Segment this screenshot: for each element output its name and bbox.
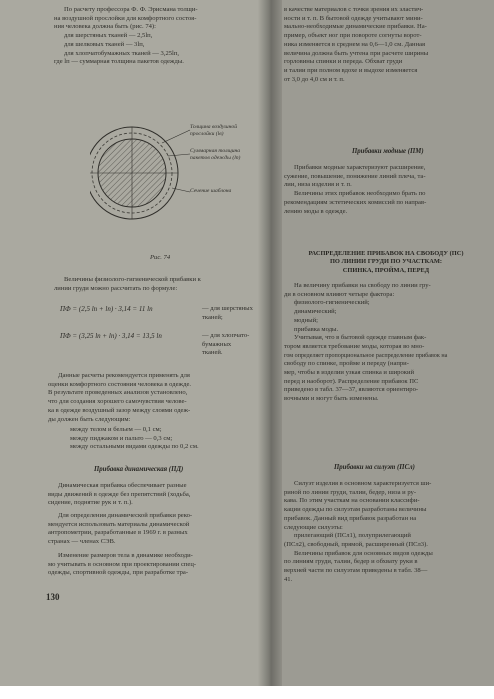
heading-line: СПИНКА, ПРОЙМА, ПЕРЕД: [342, 266, 430, 274]
text-line: сидение, поднятие рук и т. п.).: [48, 499, 133, 507]
text-line: мально-необходимые динамические прибавки. На-: [284, 23, 427, 31]
text-line: приведено в табл. 37—37, являются ориентиро-: [284, 386, 419, 394]
text-line: пример, объект ног при повороте согнуты ворот-: [284, 32, 422, 40]
text-line: странах — членах СЭВ.: [48, 538, 116, 546]
text-line: для шерстяных тканей — 2,5lп,: [64, 32, 153, 40]
distribution-heading: [284, 250, 488, 275]
text-line: По расчету профессора Ф. Ф. Эрисмана толщи-: [64, 6, 198, 13]
text-line: Для определения динамической прибавки реко-: [58, 512, 193, 519]
text-line: для хлопчатобумажных тканей — 3,25lп,: [64, 49, 180, 57]
text-line: свободу по спинке, пройме и переду (напри-: [284, 360, 409, 368]
text-line: между телом и бельем — 0,1 см;: [70, 426, 162, 433]
text-line: антропометрии, разработанные в 1969 г. в разных: [48, 529, 188, 537]
dynamic-paragraph-1: [48, 482, 190, 508]
text-line: (ПСл2), свободный, прямой, расширенный (ПСл3).: [284, 540, 428, 548]
text-line: гом определяет пропорциональное распределение прибавок на: [284, 352, 448, 359]
text-line: линии груди можно рассчитать по формуле:: [54, 284, 178, 292]
text-line: что для создания хорошего самочувствия челове-: [48, 398, 187, 406]
text-line: перед и наоборот). Распределение прибавок ПС: [284, 377, 419, 385]
text-line: ния человека должна быть (рис. 74):: [54, 23, 156, 31]
text-line: на воздушной прослойки для комфортного состоя-: [54, 14, 197, 22]
text-line: Динамическая прибавка обеспечивает разные: [58, 482, 187, 489]
text-line: Данные расчеты рекомендуется применять для: [58, 372, 190, 379]
text-line: где lп — суммарная толщина пакетов одежды.: [54, 58, 184, 66]
text-line: Изменение размеров тела в динамике необходи-: [58, 552, 193, 559]
text-line: тором является требование моды, которая во мно-: [284, 342, 425, 350]
text-line: прилегающий (ПСл1), полуприлегающий: [294, 532, 411, 540]
text-line: динамический;: [294, 308, 337, 316]
text-line: лии, низа изделия и т. п.: [284, 181, 352, 189]
text-line: величина должна быть учтена при расчете ширины: [284, 49, 429, 57]
top-paragraph: [284, 6, 428, 84]
text-line: — для хлопчато-: [202, 332, 250, 339]
data-paragraph: [48, 372, 191, 424]
text-line: мендуется использовать материалы динамической: [48, 520, 190, 528]
text-line: между пиджаком и пальто — 0,3 см;: [70, 434, 173, 442]
text-line: ника изменяется в среднем на 0,6—1,0 см. Данная: [284, 40, 426, 48]
text-line: ности и т. п. В бытовой одежде учитывают мини-: [284, 14, 423, 22]
dynamic-paragraph-2: [48, 512, 192, 547]
text-line: прибавка моды.: [294, 325, 339, 333]
text-line: В результате проведенных анализов установлено,: [48, 389, 188, 397]
heading-line: ПО ЛИНИИ ГРУДИ ПО УЧАСТКАМ:: [329, 258, 443, 266]
text-line: мер, чтобы в изделии узкая спинка и широкий: [284, 369, 415, 377]
text-line: Учитывая, что в бытовой одежде главным фак-: [294, 334, 427, 342]
text-line: виды движений в одежде без препятствий (ходьба,: [48, 490, 191, 498]
text-line: Силуэт изделия в основном характеризуется ши-: [294, 480, 432, 487]
silhouette-paragraph: [284, 480, 433, 584]
text-line: в качестве материалов с точки зрения их эластич-: [284, 6, 424, 13]
intro-paragraph: [54, 6, 198, 67]
text-line: верхней части по силуэтам приведены в табл. 38—: [284, 567, 428, 575]
text-line: Величины прибавок для основных видов одежды: [294, 549, 433, 557]
text-line: тканей.: [202, 349, 223, 357]
formula-cotton: ПФ = (3,25 lп + lп) · 3,14 = 13,5 lп: [60, 332, 162, 340]
text-line: Прибавки модные характеризуют расширение,: [294, 164, 426, 171]
text-line: горловины спинки и переда. Обхват груди: [284, 58, 403, 66]
text-line: тканей;: [202, 313, 223, 321]
text-line: На величину прибавки на свободу по линии гру-: [294, 282, 431, 289]
distribution-paragraph: [284, 282, 447, 404]
heading-line: РАСПРЕДЕЛЕНИЕ ПРИБАВОК НА СВОБОДУ (ПС): [308, 250, 464, 257]
text-line: для шелковых тканей — 3lп,: [64, 40, 145, 48]
text-line: ди в основном влияют четыре фактора:: [284, 290, 395, 298]
dynamic-heading: Прибавка динамическая (ПД): [94, 466, 184, 473]
text-line: оценки комфортного состояния человека в одежде.: [48, 380, 192, 388]
text-line: лению моды в одежде.: [284, 207, 348, 215]
text-line: модный;: [294, 316, 318, 324]
text-line: от 3,0 до 4,0 см и т. п.: [284, 75, 345, 83]
text-line: рекомендациям эстетических комиссий по направ-: [284, 198, 427, 206]
fashion-heading: Прибавки модные (ПМ): [352, 148, 424, 155]
text-line: прибавок. Данный вид прибавок разработан на: [284, 514, 417, 522]
text-line: ка в одежде воздушный зазор между слоями одеж-: [48, 406, 191, 414]
label-air-gap: Толщина воздушной прослойки (lв): [190, 124, 238, 137]
text-line: мо учитывать в основном при проектировании спец-: [48, 560, 197, 568]
text-line: Величины физиолого-гигиенической прибавки к: [64, 276, 201, 283]
text-line: одежды, спортивной одежды, при разработке тра-: [48, 569, 189, 577]
formula-wool-note: [202, 305, 253, 322]
label-package-thickness: Суммарная толщина пакетов одежды (lп): [190, 148, 241, 161]
text-line: кава. По этим участкам на основании классифи-: [284, 497, 420, 505]
text-line: 41.: [284, 575, 293, 583]
physio-paragraph: [54, 276, 201, 293]
fashion-paragraph: [284, 164, 426, 216]
text-line: Величины этих прибавок необходимо брать по: [294, 190, 426, 198]
text-line: вочными и могут быть изменены.: [284, 395, 379, 403]
figure-caption: Рис. 74: [150, 254, 171, 261]
formula-wool: ПФ = (2,5 lп + lп) · 3,14 = 11 lп: [60, 305, 153, 313]
text-line: бумажных: [202, 340, 232, 348]
text-line: — для шерстяных: [202, 305, 253, 312]
text-line: по линиям груди, талии, бедер и обхвату руки в: [284, 558, 418, 566]
silhouette-heading: Прибавки на силуэт (ПСл): [334, 464, 415, 471]
text-line: сужение, повышение, понижение линий плеча, та-: [284, 172, 426, 180]
book-gutter: [258, 0, 282, 686]
text-line: физиолого-гигиенический;: [294, 299, 370, 307]
page-number: 130: [46, 592, 60, 602]
text-line: риной по линии груди, талии, бедер, низа и ру-: [284, 488, 417, 496]
text-line: ды должен быть следующим:: [48, 415, 131, 423]
text-line: следующие силуэты:: [284, 523, 343, 531]
text-line: и талии при полном вдохе и выдохе изменяется: [284, 66, 418, 74]
text-line: кации одежды по силуэтам разработаны величины: [284, 506, 427, 514]
formula-cotton-note: [202, 332, 249, 358]
dynamic-paragraph-3: [48, 552, 196, 578]
text-line: между остальными видами одежды по 0,2 см.: [70, 443, 199, 451]
gap-list: [70, 426, 199, 452]
label-pattern-section: Сечение шаблона: [190, 188, 232, 194]
